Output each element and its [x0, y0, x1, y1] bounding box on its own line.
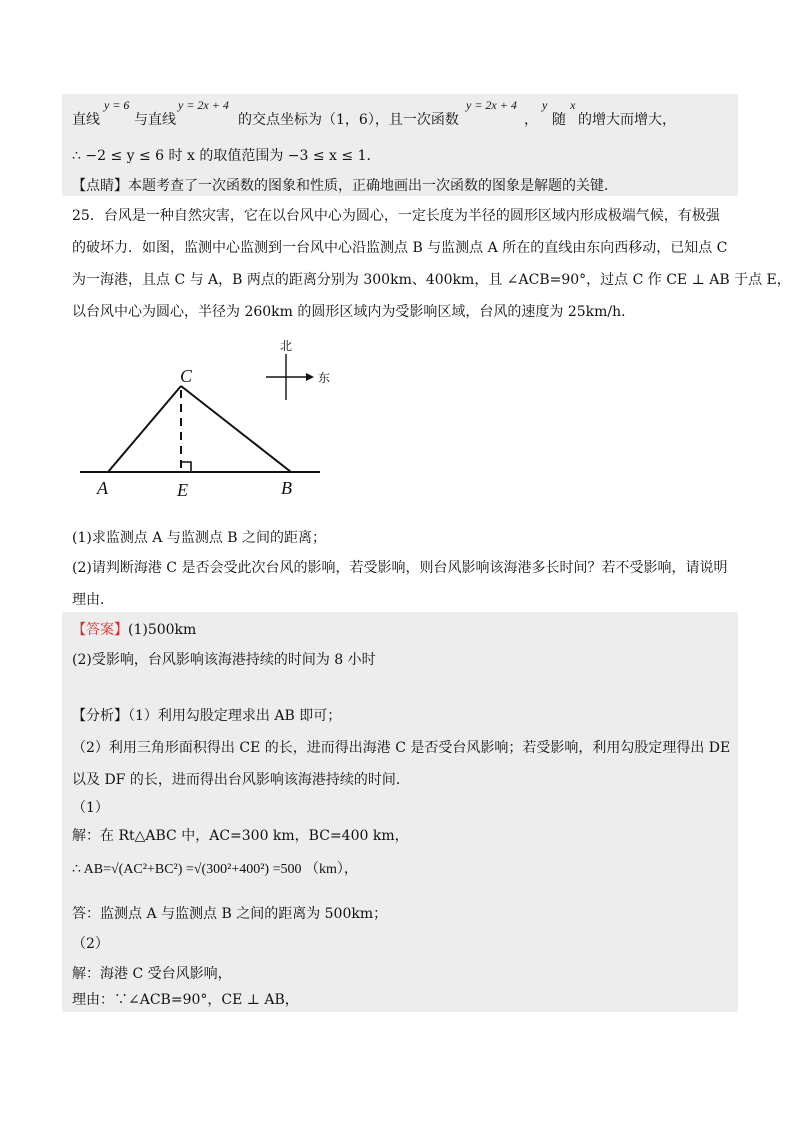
answer-line-1: [72, 620, 196, 640]
equation-y2x4-b: y = 2x + 4: [466, 98, 517, 112]
analysis-line-3: 以及 DF 的长，进而得出台风影响该海港持续的时间．: [72, 772, 410, 788]
analysis-line-2: （2）利用三角形面积得出 CE 的长，进而得出海港 C 是否受台风影响；若受影响，利用勾股定理得出 DE: [72, 740, 731, 756]
text-sui: 随: [552, 112, 566, 128]
range-text-line: ∴ −2 ≤ y ≤ 6 时 x 的取值范围为 −3 ≤ x ≤ 1．: [72, 148, 381, 164]
label-e: E: [177, 480, 188, 500]
text-comma: ，: [524, 112, 538, 128]
analysis-answer-1: 答：监测点 A 与监测点 B 之间的距离为 500km；: [72, 906, 388, 922]
triangle-figure: [0, 330, 800, 510]
equation-y2x4-a: y = 2x + 4: [178, 98, 229, 112]
analysis-part-1-label: （1）: [72, 800, 109, 816]
analysis-part-2-label: （2）: [72, 936, 109, 952]
analysis-line-1: 【分析】（1）利用勾股定理求出 AB 即可；: [72, 708, 342, 724]
question-2-cont: 理由．: [72, 592, 114, 608]
compass-east-arrow: [306, 373, 314, 381]
dianjing-note: 【点睛】本题考查了一次函数的图象和性质，正确地画出一次函数的图象是解题的关键．: [72, 178, 618, 194]
answer-1: (1)500km: [128, 622, 197, 638]
right-angle-mark: [181, 462, 191, 472]
analysis-solution-1: 解：在 Rt△ABC 中，AC=300 km，BC=400 km，: [72, 828, 409, 844]
text-increase: 的增大而增大，: [578, 112, 676, 128]
text-intersection-coords: 的交点坐标为（1，6），且一次函数: [238, 112, 459, 128]
compass-north-label: 北: [280, 339, 293, 353]
shaded-block-answer: [62, 612, 738, 1012]
label-a: A: [97, 478, 108, 498]
analysis-reason: 理由：∵∠ACB=90°，CE ⊥ AB，: [72, 992, 299, 1008]
segment-cb: [181, 386, 291, 472]
problem-line-1: 25．台风是一种自然灾害，它在以台风中心为圆心，一定长度为半径的圆形区域内形成极端气候，有极强: [72, 208, 720, 224]
var-y: y: [542, 98, 548, 112]
problem-line-3: 为一海港，且点 C 与 A，B 两点的距离分别为 300km、400km，且 ∠ACB=90°，过点 C 作 CE ⊥ AB 于点 E，: [72, 272, 791, 288]
problem-line-4: 以台风中心为圆心，半径为 260km 的圆形区域内为受影响区域，台风的速度为 25km/h．: [72, 304, 636, 320]
question-2: (2)请判断海港 C 是否会受此次台风的影响，若受影响，则台风影响该海港多长时间？若不受影响，请说明: [72, 560, 728, 576]
compass-east-label: 东: [318, 371, 331, 385]
equation-y6: y = 6: [104, 98, 130, 112]
var-x: x: [570, 98, 576, 112]
segment-ca: [108, 386, 181, 472]
problem-line-2: 的破坏力．如图，监测中心监测到一台风中心沿监测点 B 与监测点 A 所在的直线由东向西移动，已知点 C: [72, 240, 728, 256]
label-c: C: [180, 366, 193, 386]
intersection-text-line: 直线: [72, 112, 100, 128]
question-1: (1)求监测点 A 与监测点 B 之间的距离；: [72, 530, 327, 546]
answer-2: (2)受影响，台风影响该海港持续的时间为 8 小时: [72, 652, 376, 668]
label-b: B: [281, 478, 292, 498]
compass: [266, 339, 330, 400]
text-yu-zhixian: 与直线: [134, 112, 176, 128]
analysis-pythagoras: ∴ AB=√(AC²+BC²) =√(300²+400²) =500 （km），: [72, 862, 358, 877]
analysis-solution-2: 解：海港 C 受台风影响，: [72, 966, 232, 982]
answer-tag: 【答案】: [72, 622, 128, 638]
